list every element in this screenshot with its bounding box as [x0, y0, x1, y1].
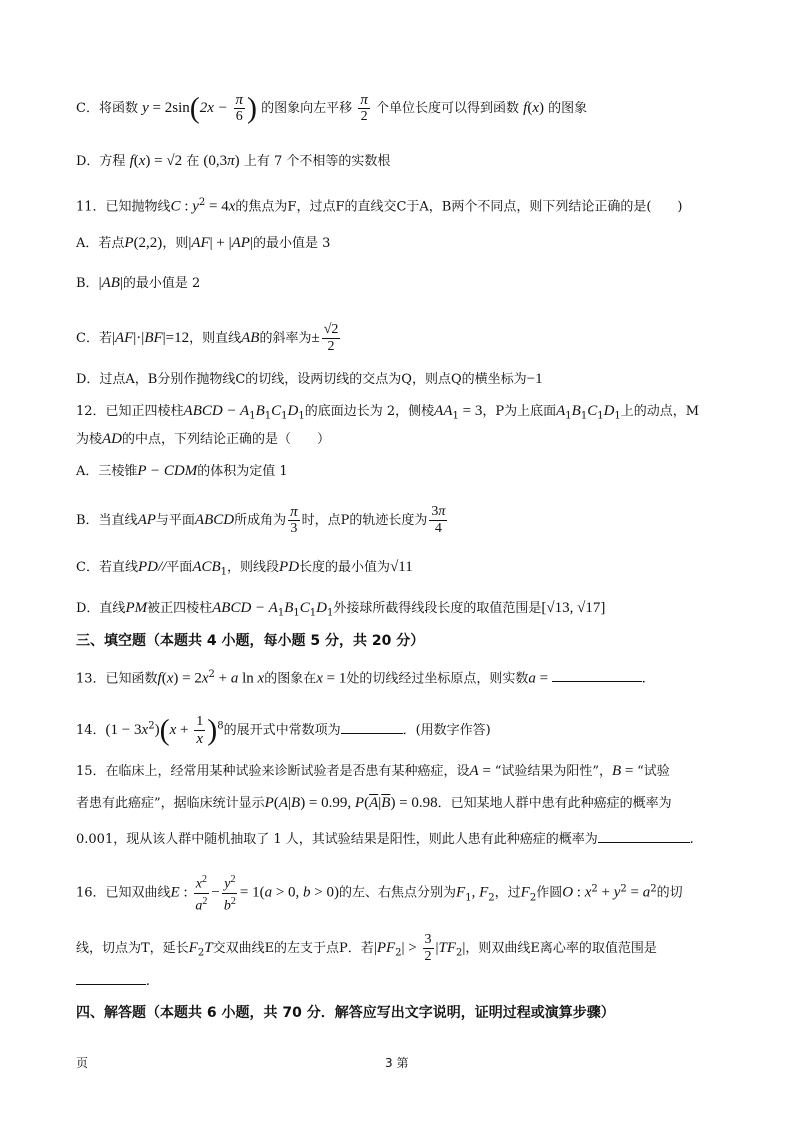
q16-text8: ，则双曲线E离心率的取值范围是 [465, 941, 657, 956]
q14-answer-blank[interactable] [341, 719, 403, 734]
q14-text: 14． [76, 723, 106, 738]
q15-text2: “试验结果为阳性”， [494, 764, 612, 779]
q13-text: 13．已知函数 [76, 671, 158, 687]
section-4-heading: 四、解答题（本题共 6 小题，共 70 分．解答应写出文字说明，证明过程或演算步骤） [76, 1005, 615, 1021]
q10d-text2: 在 [186, 154, 200, 169]
q10c-text: C．将函数 [76, 101, 138, 116]
q15-answer-blank[interactable] [598, 828, 690, 843]
q13-text2: 的图象在 [264, 671, 317, 687]
q16-answer-blank[interactable] [76, 970, 146, 985]
q11-option-d: D．过点A，B分别作抛物线C的切线，设两切线的交点为Q，则点Q的横坐标为−1 [76, 371, 543, 387]
q10c-text4: 的图象 [548, 101, 588, 116]
q16-text7: 交双曲线E的左支于点P．若 [212, 941, 374, 956]
q11a-text2: ，则 [162, 236, 189, 251]
q12-stem-line2: 为棱AD的中点，下列结论正确的是（ ） [76, 431, 331, 447]
q12-option-d: D．直线PM被正四棱柱ABCD − $A_1B_1C_1D_1$外接球所截得线段长度的取值范围是[√13, √17] [76, 600, 606, 619]
q15-line2: 者患有此癌症”，据临床统计显示P(A|B) = 0.99, $P(\overline{A}|\overline{B}) = 0.98$．已知某地人群中患有此种癌症的概率为 [76, 795, 672, 811]
q12d-text2: 被正四棱柱 [147, 601, 213, 616]
q15-text4: 者患有此癌症”，据临床统计显示 [76, 796, 265, 811]
q15-text5: ．已知某地人群中患有此种癌症的概率为 [437, 796, 672, 811]
q16-text5: 的切 [656, 885, 683, 901]
q16-line1: 16．已知双曲线E : $\frac{x^2}{a^2}$ − $\frac{y^2}{b^2}$ = 1(a > 0, b > 0)的左、右焦点分别为$F_1$, $F_2$，过$F_2$作圆O : $x^2 + y^2 = a^2$的切 [76, 874, 683, 914]
q15-line1: 15．在临床上，经常用某种试验来诊断试验者是否患有某种癌症，设A = “试验结果为阳性”，B = “试验 [76, 763, 670, 779]
q15-text3: “试验 [637, 764, 670, 779]
q12c-text: C．若直线 [76, 560, 138, 575]
q10d-text: D．方程 [76, 154, 126, 169]
q11a-text: A．若点 [76, 236, 125, 251]
q11-stem-text2: 的焦点为F，过点F的直线交C于A，B两个不同点，则下列结论正确的是( ) [235, 199, 683, 215]
q11-stem-text: 11．已知抛物线 [76, 199, 171, 215]
q12c-text3: ，则线段 [227, 560, 280, 575]
q13-answer-blank[interactable] [552, 667, 642, 682]
q12-stem-text2: 的底面边长为 2，侧棱 [304, 404, 435, 419]
q12b-text2: 与平面 [155, 513, 195, 528]
q12c-text4: 长度的最小值为 [299, 560, 391, 575]
q12-stem-text3: ，P为上底面 [482, 404, 557, 419]
q16-line3: . [76, 970, 734, 993]
q11c-text2: ，则直线 [189, 331, 242, 346]
footer-left: 页 [76, 1056, 89, 1070]
q10c-text2: 的图象向左平移 [261, 101, 353, 116]
q12b-text3: 所成角为 [234, 513, 287, 528]
q14: 14．$(1 - 3x^2)(x$ + $\frac{1}{x}$ )$^8$的展开式中常数项为 ．(用数字作答) [76, 713, 491, 747]
q12-option-a: A．三棱锥P − CDM的体积为定值 1 [76, 463, 288, 479]
q15-text1: 15．在临床上，经常用某种试验来诊断试验者是否患有某种癌症，设 [76, 764, 470, 779]
q15-text6: 0.001，现从该人群中随机抽取了 1 人，其试验结果是阳性，则此人患有此种癌症的概率为 [76, 832, 598, 847]
q15-line3: 0.001，现从该人群中随机抽取了 1 人，其试验结果是阳性，则此人患有此种癌症的概率为 . [76, 828, 734, 851]
q12-stem: 12．已知正四棱柱ABCD − $A_1B_1C_1D_1$的底面边长为 2，侧棱$AA_1 = 3$，P为上底面$A_1B_1C_1D_1$上的动点，M [76, 403, 700, 422]
q16-text6: 线，切点为T，延长 [76, 941, 189, 956]
q16-line2: 线，切点为T，延长$F_2T$交双曲线E的左支于点P．若$|PF_2|$ > $\frac{3}{2}$ $|TF_2|$，则双曲线E离心率的取值范围是 [76, 932, 657, 964]
q12a-text: A．三棱锥 [76, 464, 138, 479]
q12d-text3: 外接球所截得线段长度的取值范围是 [333, 601, 542, 616]
q11-stem: 11．已知抛物线C : $y^2 = 4x$的焦点为F，过点F的直线交C于A，B两个不同点，则下列结论正确的是( ) [76, 197, 683, 215]
q12c-text2: 平面 [166, 560, 193, 575]
section-3-heading: 三、填空题（本题共 4 小题，每小题 5 分，共 20 分） [76, 633, 425, 649]
footer-page-number: 3 第 [385, 1056, 409, 1070]
q14-text3: ．(用数字作答) [402, 723, 491, 738]
q12-stem-text6: 的中点，下列结论正确的是（ ） [122, 432, 331, 447]
q10d-text3: 上有 7 个不相等的实数根 [243, 154, 391, 169]
q12-option-b: B．当直线AP与平面ABCD所成角为 $\frac{\pi}{3}$ 时，点P的轨迹长度为 $\frac{3\pi}{4}$ [76, 504, 446, 536]
q10c-text3: 个单位长度可以得到函数 [375, 101, 519, 116]
q12b-text: B．当直线 [76, 513, 138, 528]
q12-stem-text5: 为棱 [76, 432, 103, 447]
q11b-text: B． [76, 276, 99, 291]
q11a-text3: 的最小值是 3 [252, 236, 331, 251]
q12-stem-text: 12．已知正四棱柱 [76, 404, 184, 419]
q14-text2: 的展开式中常数项为 [223, 723, 341, 738]
q13: 13．已知函数$f(x) = 2x^2 + a$ ln x的图象在x = 1处的切线经过坐标原点，则实数a = . [76, 669, 646, 687]
q16-text4: 作圆 [536, 885, 563, 901]
q16-text1: 16．已知双曲线 [76, 885, 171, 901]
q12d-text: D．直线 [76, 601, 126, 616]
q12-stem-text4: 上的动点，M [620, 404, 700, 419]
q16-text2: 的左、右焦点分别为 [339, 885, 457, 901]
q12a-text2: 的体积为定值 1 [197, 464, 288, 479]
q11c-text3: 的斜率为 [259, 331, 312, 346]
q16-text3: ，过 [494, 885, 521, 901]
q10-option-c: C．将函数 y = 2sin(2x − $\frac{\pi}{6}$ ) 的图象向左平移 $\frac{\pi}{2}$ 个单位长度可以得到函数 f(x) 的图象 [76, 91, 588, 125]
q12b-text4: 时，点P的轨迹长度为 [301, 513, 428, 528]
q11-option-c: C．若|AF|·|BF|=12，则直线AB的斜率为± $\frac{√2}{2}$ [76, 322, 339, 354]
q12-option-c: C．若直线PD//平面$ACB_1$，则线段PD长度的最小值为√11 [76, 559, 413, 578]
q10-option-d: D．方程 f(x) = √2 在 (0,3π) 上有 7 个不相等的实数根 [76, 153, 391, 169]
q11c-text: C．若 [76, 331, 112, 346]
q11b-text2: 的最小值是 2 [122, 276, 201, 291]
q11d-text: D．过点A，B分别作抛物线C的切线，设两切线的交点为Q，则点Q的横坐标为 [76, 372, 527, 387]
q13-text3: 处的切线经过坐标原点，则实数 [346, 671, 529, 687]
q11-option-a: A．若点P(2,2)，则|AF| + |AP|的最小值是 3 [76, 235, 331, 251]
q11-option-b: B．|AB|的最小值是 2 [76, 275, 201, 291]
